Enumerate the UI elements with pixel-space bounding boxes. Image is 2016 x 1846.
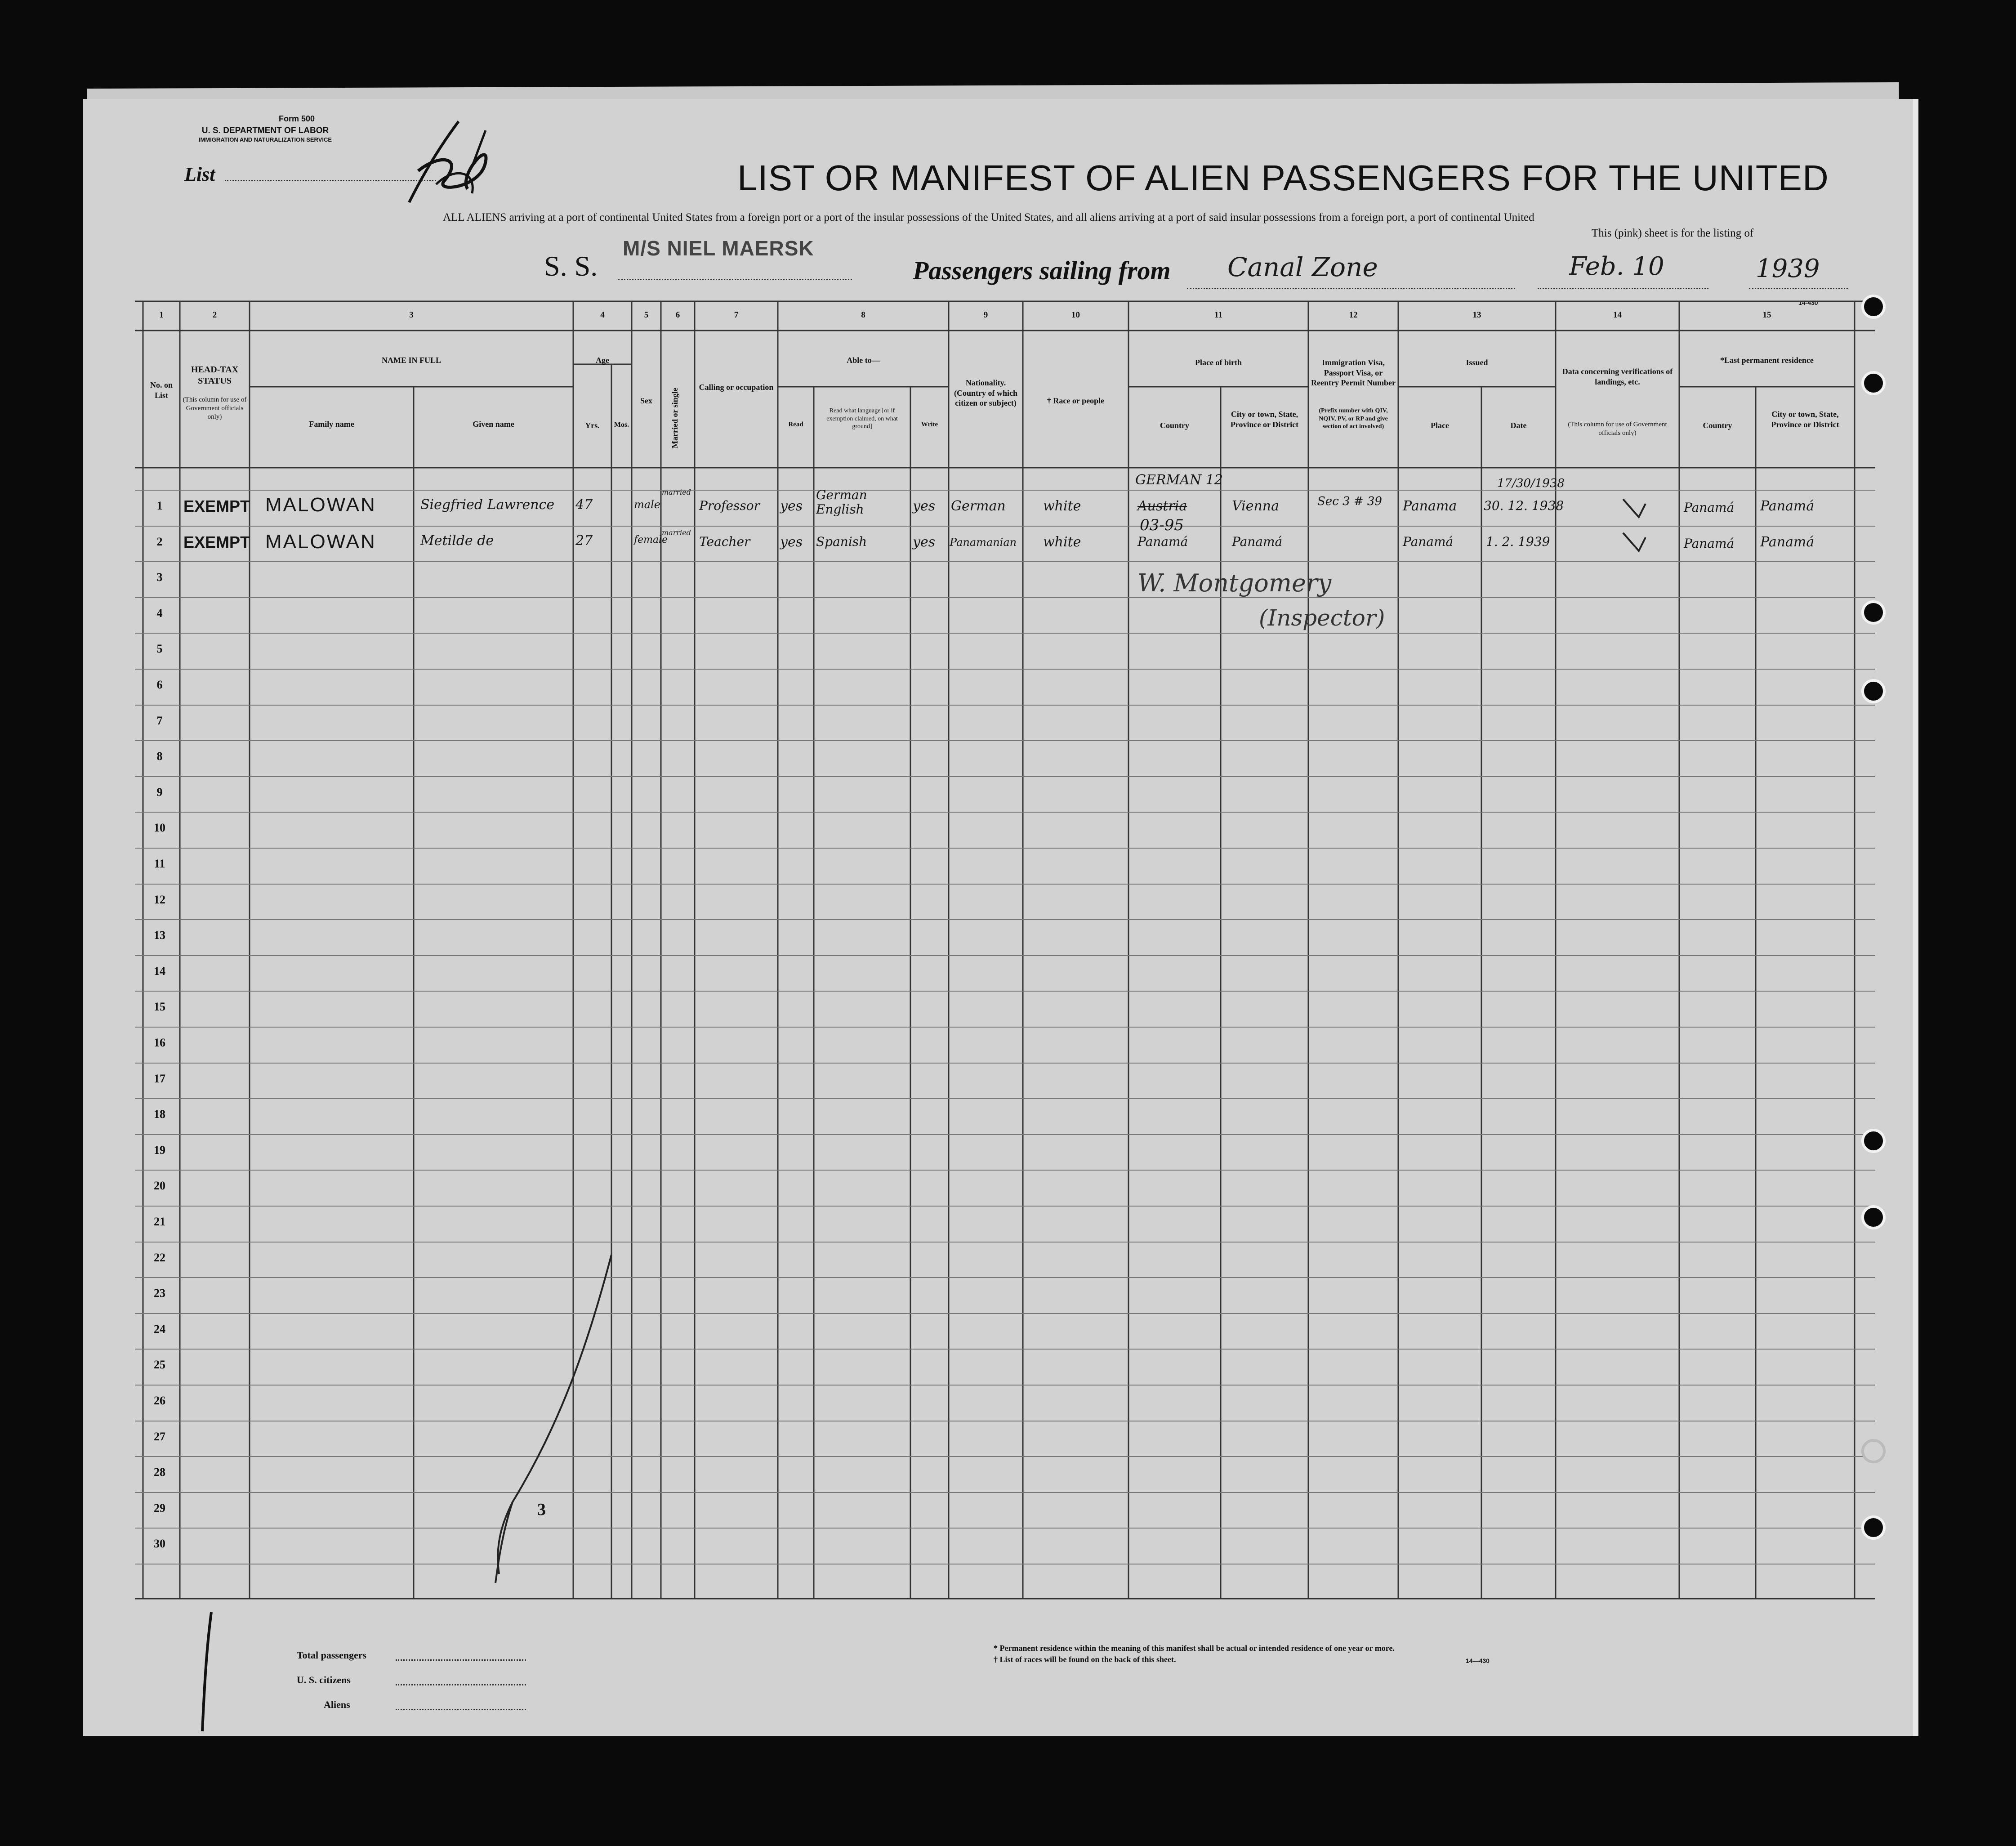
passenger-1-given-name: Siegfried Lawrence — [420, 497, 555, 513]
row-number: 13 — [154, 929, 165, 942]
row-number: 29 — [154, 1502, 165, 1515]
header-age: Age — [596, 356, 609, 365]
total-passengers-blank — [396, 1659, 526, 1661]
inspector-title: (Inspector) — [1259, 605, 1385, 631]
header-read: Read — [788, 421, 803, 428]
col-number-3: 3 — [409, 310, 414, 320]
passenger-1-nationality: German — [951, 498, 1006, 514]
passenger-1-issued-date: 30. 12. 1938 — [1484, 498, 1564, 513]
header-read-language: Read what language [or if exemption claimed, on what ground] — [826, 407, 898, 430]
aliens-blank — [396, 1709, 526, 1710]
passenger-2-res-country: Panamá — [1684, 536, 1735, 551]
header-nationality: Nationality. (Country of which citizen or subject) — [954, 378, 1017, 407]
header-res-city: City or town, State, Province or District — [1771, 410, 1839, 429]
col-number-10: 10 — [1071, 310, 1080, 320]
manifest-sheet — [83, 99, 1918, 1736]
row-number: 16 — [154, 1036, 165, 1049]
ship-name-stamp: M/S NIEL MAERSK — [623, 237, 814, 260]
row-number: 23 — [154, 1287, 165, 1300]
row-number: 4 — [156, 607, 163, 620]
passenger-1-family-name: MALOWAN — [265, 494, 376, 516]
header-issued-date: Date — [1510, 421, 1527, 430]
ss-label: S. S. — [544, 250, 598, 282]
form-code-top: 14-430 — [1798, 299, 1818, 306]
header-issued-place: Place — [1431, 421, 1449, 430]
header-calling: Calling or occupation — [699, 383, 774, 392]
passenger-1-read: yes — [780, 498, 803, 514]
binder-hole — [1861, 295, 1886, 319]
passenger-2-nationality: Panamanian — [950, 536, 1017, 549]
passenger-1-visa: Sec 3 # 39 — [1317, 495, 1382, 508]
passenger-1-sex: male — [634, 498, 660, 511]
col-number-12: 12 — [1349, 310, 1358, 320]
page-tally: 3 — [537, 1500, 546, 1519]
header-verifications: Data concerning verifications of landings, etc. — [1562, 367, 1673, 386]
binder-hole — [1861, 1439, 1886, 1463]
col-number-11: 11 — [1214, 310, 1222, 320]
header-last-residence: *Last permanent residence — [1720, 356, 1814, 365]
passenger-2-write: yes — [913, 534, 936, 550]
row-number: 1 — [156, 499, 163, 512]
passenger-2-birth-city: Panamá — [1232, 534, 1283, 549]
form-code-bottom: 14—430 — [1466, 1657, 1490, 1664]
row-number: 7 — [156, 714, 163, 727]
total-passengers-label: Total passengers — [297, 1649, 367, 1661]
passenger-1-res-city: Panamá — [1760, 498, 1815, 514]
col-number-6: 6 — [675, 310, 680, 320]
row-number: 24 — [154, 1323, 165, 1336]
header-verifications-note: (This column for use of Government officials only) — [1568, 421, 1667, 437]
col-number-14: 14 — [1613, 310, 1622, 320]
passenger-1-language: German English — [816, 487, 867, 517]
sailing-port-blank — [1187, 288, 1515, 289]
row-number: 6 — [156, 678, 163, 691]
passenger-1-issued-note: 17/30/1938 — [1497, 477, 1565, 490]
col-number-4: 4 — [600, 310, 605, 320]
aliens-label: Aliens — [324, 1699, 350, 1710]
header-birth-country: Country — [1160, 421, 1189, 430]
row-number: 21 — [154, 1215, 165, 1228]
row-number: 19 — [154, 1144, 165, 1157]
binder-hole — [1861, 1129, 1886, 1153]
passenger-2-family-name: MALOWAN — [265, 531, 376, 553]
passenger-2-status: EXEMPT — [183, 533, 250, 551]
header-visa-note: (Prefix number with QIV, NQIV, PV, or RP and give section of act involved) — [1319, 407, 1388, 430]
service-label: IMMIGRATION AND NATURALIZATION SERVICE — [198, 136, 332, 143]
passenger-1-res-country: Panamá — [1684, 500, 1735, 515]
margin-stroke — [193, 1610, 220, 1736]
footnote-races: † List of races will be found on the back of this sheet. — [994, 1655, 1176, 1664]
row-number: 3 — [156, 571, 163, 584]
row-number: 2 — [156, 535, 163, 548]
us-citizens-label: U. S. citizens — [297, 1674, 351, 1685]
col-number-8: 8 — [861, 310, 865, 320]
col-number-13: 13 — [1472, 310, 1481, 320]
sailing-year: 1939 — [1756, 254, 1820, 283]
col-number-15: 15 — [1762, 310, 1771, 320]
footnote-residence: * Permanent residence within the meaning of this manifest shall be actual or intended residence of one year or more. — [994, 1644, 1395, 1653]
passenger-2-sex: female — [634, 534, 668, 545]
binder-hole — [1861, 1515, 1886, 1540]
header-given-name: Given name — [473, 420, 514, 429]
col-number-2: 2 — [212, 310, 217, 320]
header-instruction-line-2: This (pink) sheet is for the listing of — [1592, 227, 1754, 239]
row-number: 18 — [154, 1108, 165, 1121]
binder-hole — [1861, 600, 1886, 625]
passenger-1-write: yes — [913, 498, 936, 514]
sailing-year-blank — [1749, 288, 1848, 289]
row-number: 30 — [154, 1537, 165, 1550]
row-number: 11 — [154, 857, 165, 870]
sailing-from-label: Passengers sailing from — [913, 256, 1171, 285]
inspector-signature: W. Montgomery — [1137, 569, 1332, 597]
sailing-date-blank — [1538, 288, 1708, 289]
binder-hole — [1861, 1205, 1886, 1229]
passenger-1-race: white — [1043, 498, 1081, 514]
header-name-in-full: NAME IN FULL — [381, 356, 441, 365]
col-number-7: 7 — [734, 310, 739, 320]
binder-hole — [1861, 679, 1886, 703]
header-res-country: Country — [1703, 421, 1732, 430]
header-head-tax: HEAD-TAX STATUS — [191, 365, 239, 386]
passenger-2-language: Spanish — [816, 534, 867, 549]
row-number: 27 — [154, 1430, 165, 1443]
verification-check-marks — [1619, 490, 1655, 558]
header-yrs: Yrs. — [585, 421, 600, 430]
passenger-2-birth-country: Panamá — [1137, 534, 1188, 549]
passenger-2-occupation: Teacher — [699, 534, 750, 549]
row-number: 17 — [154, 1072, 165, 1085]
row-number: 25 — [154, 1358, 165, 1371]
header-issued: Issued — [1466, 358, 1488, 367]
us-citizens-blank — [396, 1684, 526, 1685]
passenger-2-issued-date: 1. 2. 1939 — [1486, 534, 1550, 549]
passenger-1-age-years: 47 — [575, 497, 593, 513]
passenger-1-birth-country-note: GERMAN 12 — [1135, 472, 1223, 488]
list-label: List — [184, 163, 215, 185]
header-no-on-list: No. on List — [150, 380, 173, 400]
row-number: 12 — [154, 893, 165, 906]
sailing-date: Feb. 10 — [1569, 252, 1664, 281]
row-number: 14 — [154, 965, 165, 978]
passenger-1-occupation: Professor — [699, 498, 760, 513]
passenger-2-issued-place: Panamá — [1403, 534, 1454, 549]
passenger-1-birth-city: Vienna — [1232, 498, 1280, 514]
department-label: U. S. DEPARTMENT OF LABOR — [201, 126, 329, 135]
col-number-5: 5 — [644, 310, 649, 320]
header-head-tax-note: (This column for use of Government officials only) — [183, 396, 247, 420]
passenger-2-birth-country-note: 03-95 — [1140, 516, 1184, 534]
sailing-port: Canal Zone — [1227, 252, 1378, 282]
manifest-title: LIST OR MANIFEST OF ALIEN PASSENGERS FOR THE UNITED — [737, 158, 1829, 198]
col-number-1: 1 — [159, 310, 164, 320]
passenger-1-status: EXEMPT — [183, 497, 250, 515]
ship-name-blank — [618, 279, 852, 280]
row-number: 22 — [154, 1251, 165, 1264]
passenger-2-race: white — [1043, 534, 1081, 550]
row-number: 9 — [156, 786, 163, 799]
row-number: 15 — [154, 1000, 165, 1013]
binder-hole — [1861, 371, 1886, 395]
row-number: 10 — [154, 821, 165, 834]
row-number: 5 — [156, 642, 163, 655]
header-family-name: Family name — [309, 420, 354, 429]
header-able-to: Able to— — [847, 356, 880, 365]
row-number: 28 — [154, 1466, 165, 1479]
row-number: 26 — [154, 1394, 165, 1407]
header-race: † Race or people — [1047, 396, 1105, 405]
header-write: Write — [921, 421, 938, 428]
header-mos: Mos. — [614, 421, 629, 429]
header-sex: Sex — [640, 396, 652, 405]
tally-stroke — [486, 1250, 620, 1592]
passenger-1-married: married — [662, 488, 691, 496]
passenger-2-read: yes — [780, 534, 803, 550]
header-place-of-birth: Place of birth — [1195, 358, 1242, 367]
passenger-2-given-name: Metilde de — [420, 533, 494, 549]
passenger-1-birth-country: Austria — [1137, 498, 1187, 514]
header-instruction-line-1: ALL ALIENS arriving at a port of continental United States from a foreign port or a port of the insular possessions of the United States, and all aliens arriving at a port of said insular possessions from a foreign port, a port of continental United — [443, 211, 1534, 223]
header-married: Married or single — [670, 388, 679, 449]
row-number: 8 — [156, 750, 163, 763]
passenger-2-married: married — [662, 528, 691, 537]
row-number: 20 — [154, 1179, 165, 1192]
passenger-2-age-years: 27 — [575, 533, 593, 549]
form-number: Form 500 — [278, 114, 315, 123]
col-number-9: 9 — [983, 310, 988, 320]
header-visa: Immigration Visa, Passport Visa, or Reentry Permit Number — [1311, 358, 1396, 387]
list-scribble — [391, 112, 499, 216]
passenger-2-res-city: Panamá — [1760, 534, 1815, 550]
passenger-1-issued-place: Panama — [1403, 498, 1457, 514]
header-birth-city: City or town, State, Province or District — [1230, 410, 1299, 429]
